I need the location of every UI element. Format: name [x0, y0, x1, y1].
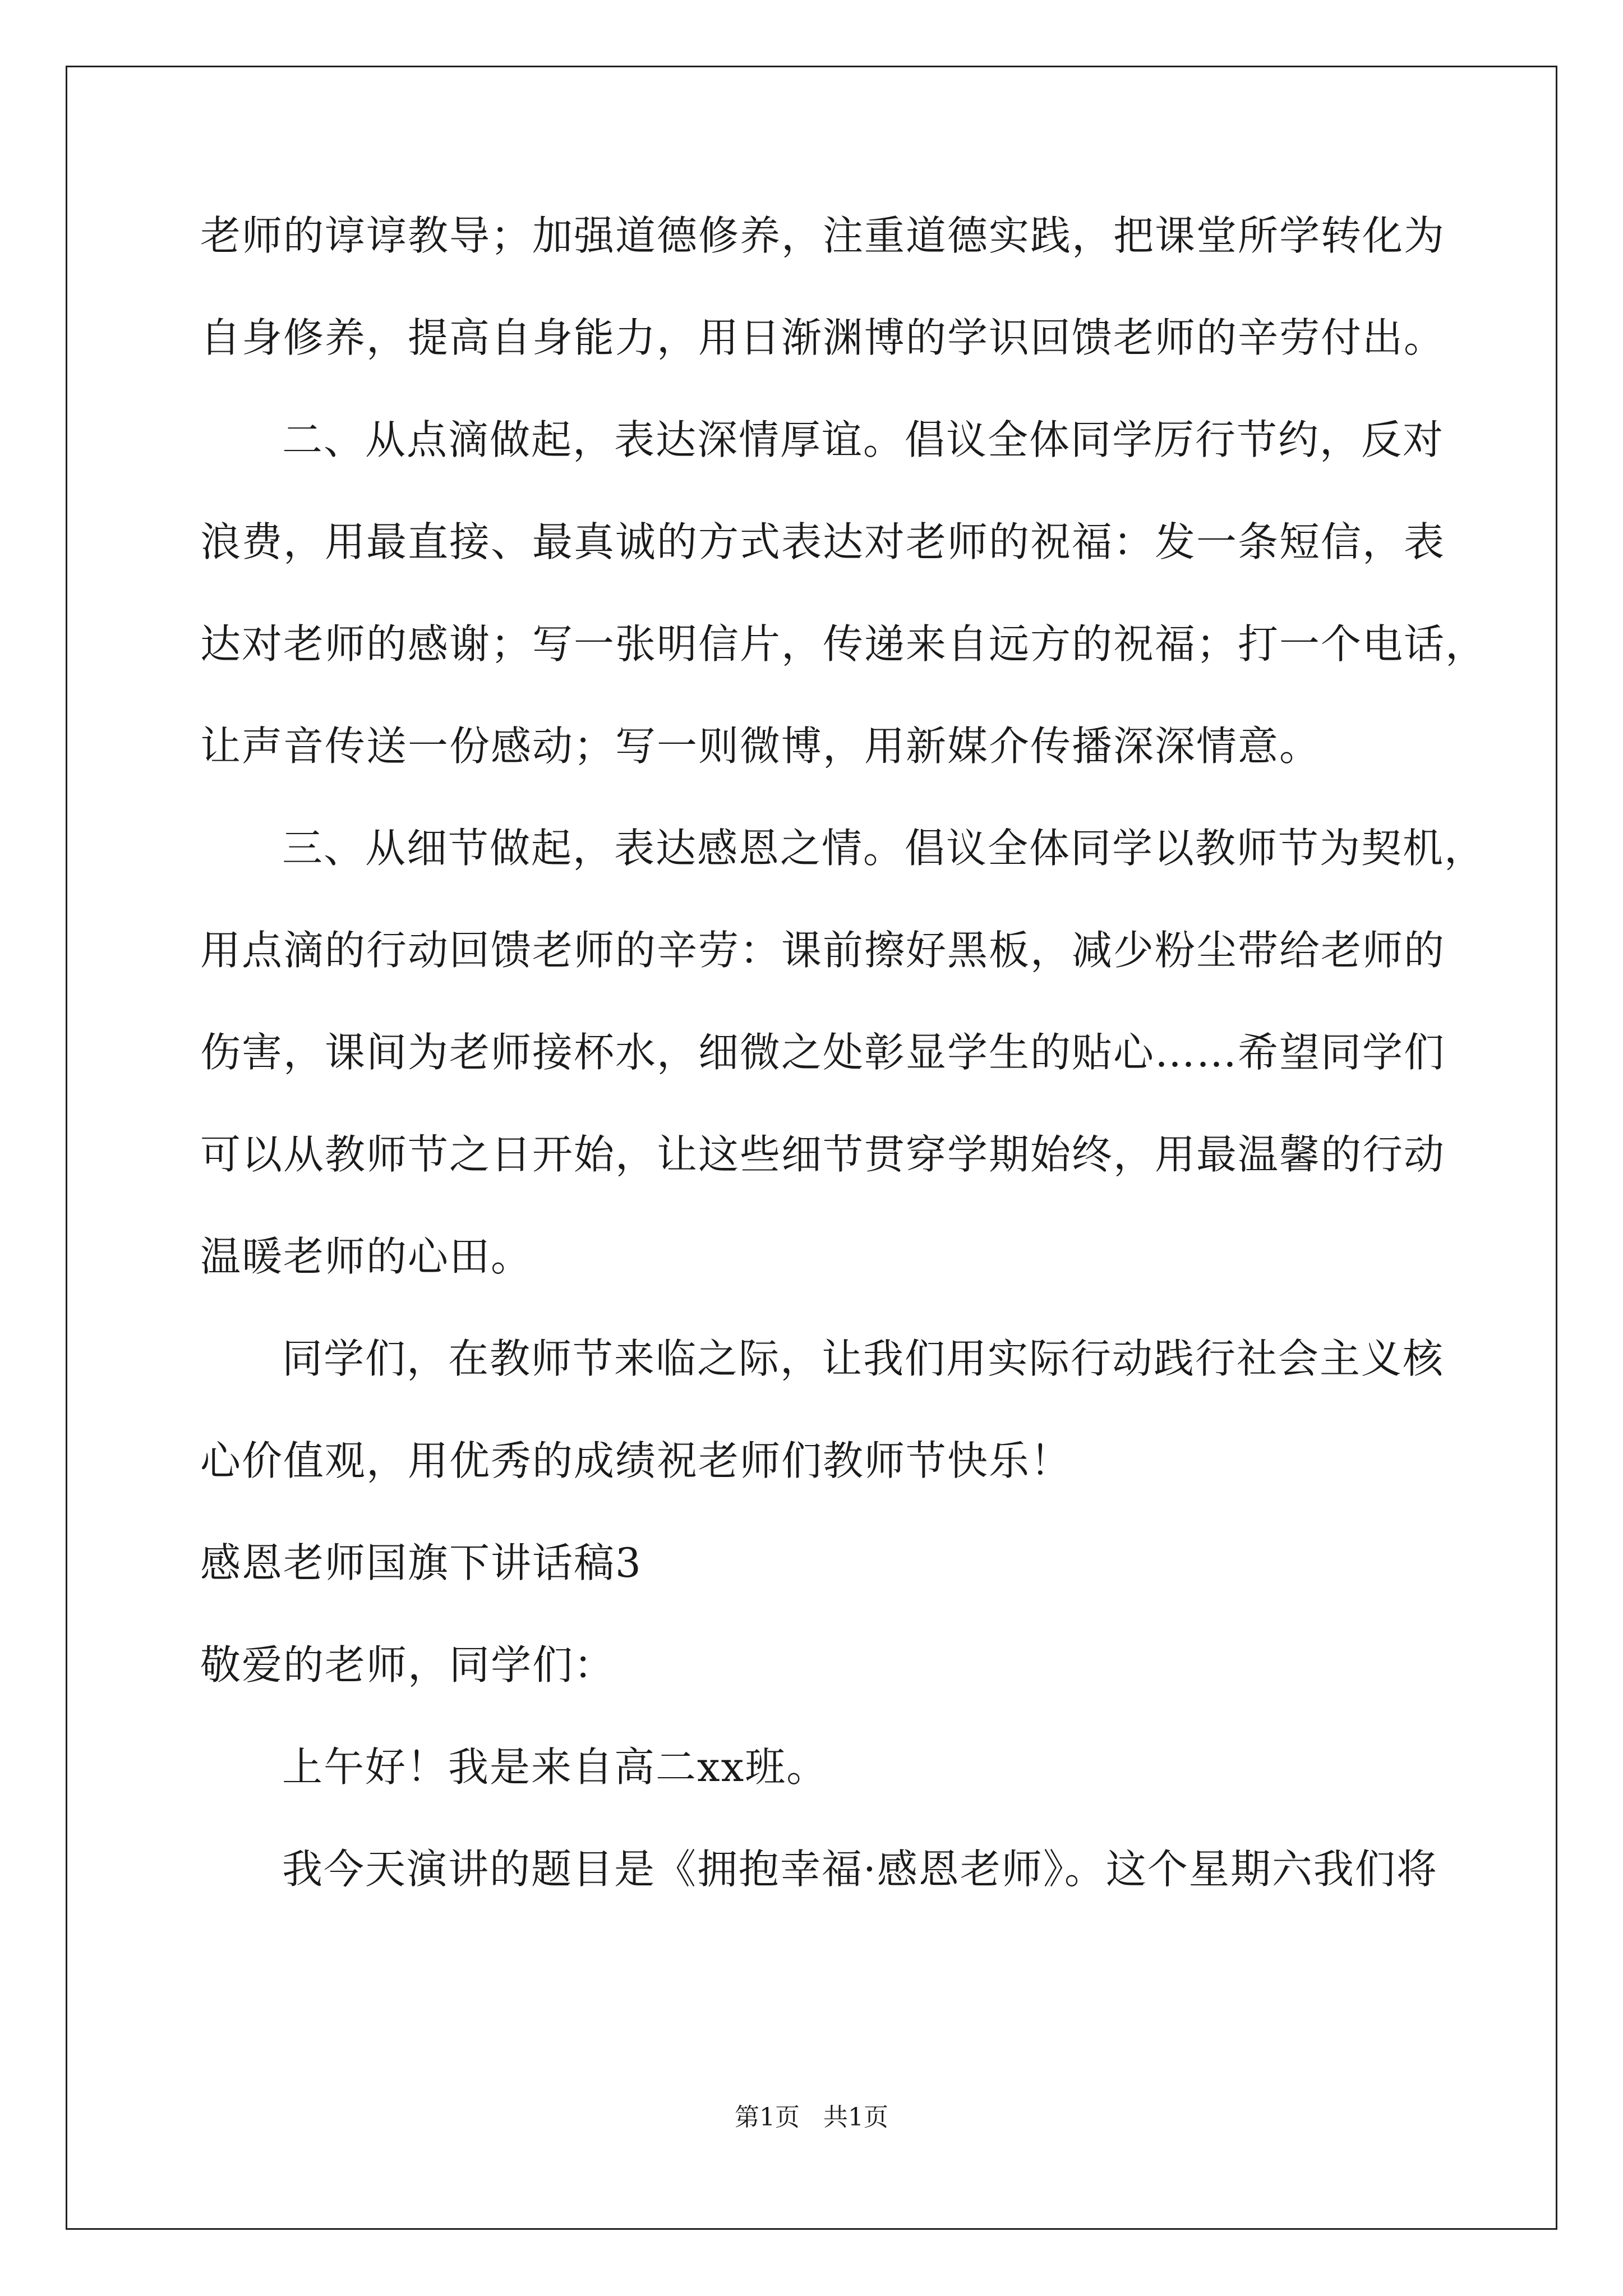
text-line: 自身修养，提高自身能力，用日渐渊博的学识回馈老师的辛劳付出。	[200, 314, 1446, 361]
paragraph-start: 上午好！我是来自高二xx班。	[282, 1743, 828, 1791]
paragraph-start: 我今天演讲的题目是《拥抱幸福·感恩老师》。这个星期六我们将	[282, 1846, 1438, 1893]
text-line: 可以从教师节之日开始，让这些细节贯穿学期始终，用最温馨的行动	[200, 1131, 1446, 1178]
text-line: 老师的谆谆教导；加强道德修养，注重道德实践，把课堂所学转化为	[200, 212, 1446, 259]
text-line: 心价值观，用优秀的成绩祝老师们教师节快乐！	[200, 1437, 1072, 1484]
text-line: 浪费，用最直接、最真诚的方式表达对老师的祝福：发一条短信，表	[200, 518, 1446, 565]
text-line: 用点滴的行动回馈老师的辛劳：课前擦好黑板，减少粉尘带给老师的	[200, 927, 1446, 974]
page-footer	[0, 2101, 1623, 2134]
page-number: 第1页	[735, 2103, 800, 2132]
text-line: 让声音传送一份感动；写一则微博，用新媒介传播深深情意。	[200, 723, 1321, 770]
page-total: 共1页	[823, 2103, 888, 2132]
paragraph-start: 三、从细节做起，表达感恩之情。倡议全体同学以教师节为契机，	[282, 825, 1486, 872]
salutation: 敬爱的老师，同学们：	[200, 1641, 616, 1688]
paragraph-start: 同学们，在教师节来临之际，让我们用实际行动践行社会主义核	[282, 1335, 1445, 1382]
text-line: 温暖老师的心田。	[200, 1233, 533, 1280]
text-line: 伤害，课间为老师接杯水，细微之处彰显学生的贴心……希望同学们	[200, 1029, 1446, 1076]
section-heading: 感恩老师国旗下讲话稿3	[200, 1539, 642, 1586]
text-line: 达对老师的感谢；写一张明信片，传递来自远方的祝福；打一个电话，	[200, 620, 1487, 668]
paragraph-start: 二、从点滴做起，表达深情厚谊。倡议全体同学厉行节约，反对	[282, 416, 1445, 463]
